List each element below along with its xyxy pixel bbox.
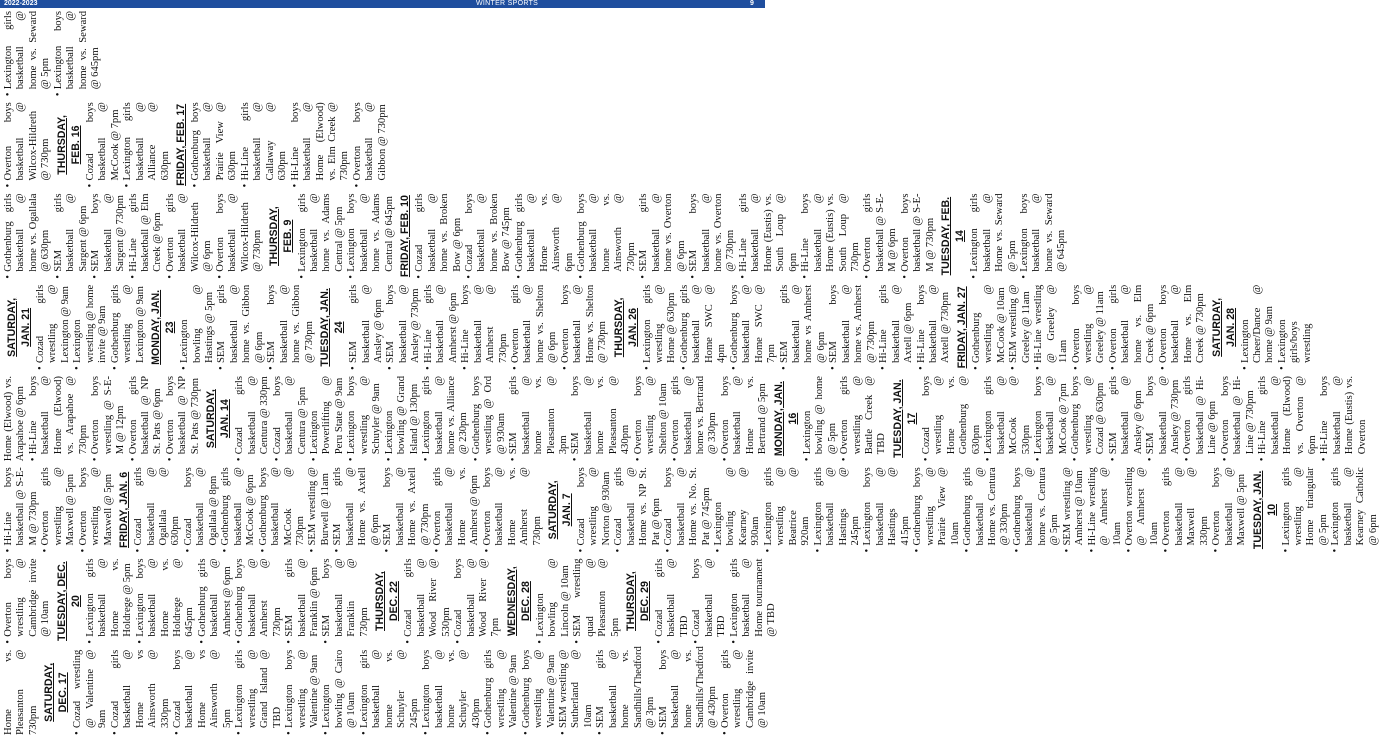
event-item: • Cozad girls basketball @ Centura @ 330pm [234, 376, 271, 461]
event-item: • SEM boys basketball @ home vs. Gibbon @ 730pm [266, 285, 316, 370]
event-item: • Hi-Line girls basketball @ Callaway @ 630pm [240, 102, 290, 187]
event-item: • Overton girls wrestling @ Maxwell @ 5pm [40, 467, 77, 552]
event-item: • SEM boys basketball @ home vs. Amherst @ 730pm [828, 285, 878, 370]
event-item: • Gothenburg boys wrestling @ Valentine @ 9am [521, 650, 558, 735]
event-list [72, 646, 769, 735]
event-list [535, 559, 622, 644]
event-list [234, 376, 769, 461]
event-item: • Overton girls basketball @ home vs. Bertrand @ 330pm [670, 376, 720, 461]
event-list [35, 285, 147, 370]
event-list [576, 467, 1248, 552]
event-list [179, 285, 316, 370]
date-heading: WEDNESDAY, DEC. 28 [505, 566, 532, 636]
event-item: • SEM girls basketball @ Home vs. Axtell @ 6pm [332, 467, 382, 552]
event-item: • Cozad boys basketball @ home vs. Broken Bow @ 745pm [464, 194, 514, 279]
event-item: • Lexington boys wrestling @ Valentine @ 9am [284, 650, 321, 735]
event-item: • Overton girls basketball @ Home vs. Amherst @ 6pm [432, 467, 482, 552]
event-item: • Cozad boys basketball @ Home vs Ainsworth @ 5pm [172, 650, 234, 735]
date-heading: FRIDAY, FEB. 10 [399, 195, 412, 278]
event-item: • Gothenburg girls basketball @ Amherst @ 6pm [197, 559, 234, 644]
event-item: • Hi-Line boys basketball @ Amherst @ 730pm [460, 285, 510, 370]
event-item: • Lexington boys basketball @ home vs. Schuyler @ 430pm [421, 650, 483, 735]
event-list [3, 467, 115, 552]
event-item: • Lexington girls wrestling @ Home triangular @ 5pm [1281, 467, 1331, 552]
event-item: • Lexington boys basketball @ home vs. Adams Central @ 645pm [346, 194, 396, 279]
event-item: • SEM girls basketball @ Ansley @ 6pm [348, 285, 385, 370]
event-item: • SEM boys basketball @ home vs. Sandhills/Thedford @ 430pm [658, 650, 720, 735]
event-item: • Overton boys basketball @ Hi-Line @ 730pm [1220, 376, 1257, 461]
event-item: • Cozad girls basketball @ Wood River @ 530pm [403, 559, 453, 644]
event-item: • Lexington Powerlifting @ Peru State @ 9am [309, 376, 346, 461]
event-list [3, 194, 265, 279]
event-item: • Overton boys basketball @ Maxwell @ 5pm [1211, 467, 1248, 552]
event-item: • Lexington wrestling @ home invite @ 9am [72, 285, 109, 370]
event-item: • Cozad boys basketball @ Wood River @ 7pm [453, 559, 503, 644]
event-item: • Cozad boys wrestling @ Norton @ 930am [576, 467, 613, 552]
event-item: • Lexington girls basketball @ Alliance @ 630pm [122, 102, 172, 187]
event-item: • SEM girls basketball @ home vs. Sandhills/Thedford @ 3pm [595, 650, 657, 735]
event-item: • Overton boys wrestling @ Maxwell @ 5pm [78, 467, 115, 552]
event-item: • Lexington boys basketball @ McCook @ 7pm [1033, 376, 1070, 461]
event-item: • Gothenburg wrestling @ McCook @ 10am [971, 285, 1008, 370]
event-item: • SEM girls basketball @ home vs. Pleasanton @ 3pm [508, 376, 570, 461]
event-item: • SEM boys basketball @ Home vs. Axtell @ 730pm [382, 467, 432, 552]
date-heading: THURSDAY, DEC. 29 [625, 571, 652, 631]
event-item: • Lexington boys basketball @ Home vs. Holdrege @ 645pm [135, 559, 197, 644]
event-item: • SEM wrestling quad @ Pleasanton @ 5pm [572, 559, 622, 644]
event-list [403, 559, 503, 644]
event-item: • Overton girls basketball @ Wilcox-Hildreth @ 6pm [165, 194, 215, 279]
event-list [3, 650, 40, 735]
event-item: • Overton boys wrestling @ Greeley @ 11am [1071, 285, 1108, 370]
event-item: • Overton boys basketball @ Home vs. Shelton @ 730pm [560, 285, 610, 370]
event-item: • Overton boys basketball @ Home vs. Elm Creek @ 730pm [1158, 285, 1208, 370]
event-item: • Hi-Line wrestling @ Amherst @ 10am [1087, 467, 1124, 552]
event-item: • Overton boys basketball @ Wilcox-Hildreth @ 730pm [215, 194, 265, 279]
event-item: • SEM girls basketball @ Sargent @ 6pm [53, 194, 90, 279]
event-list [348, 285, 610, 370]
event-list [921, 376, 1369, 461]
event-item: • Lexington boys wrestling @ Schuyler @ 9am [346, 376, 383, 461]
date-heading: THURSDAY, FEB. 16 [55, 115, 82, 175]
event-item: • Lexington bowling @ home @ 5pm [802, 376, 839, 461]
date-heading: TUESDAY, FEB. 14 [940, 196, 967, 276]
date-heading: SATURDAY, JAN. 21 [6, 297, 32, 357]
event-item: • Gothenburg girls basketball @ home vs. Ogallala @ 630pm [3, 194, 53, 279]
event-list [971, 285, 1208, 370]
event-item: • Lexington bowling @ Hastings @ 5pm [179, 285, 216, 370]
date-heading: SATURDAY, JAN. 14 [205, 389, 232, 449]
event-list [85, 102, 172, 187]
event-item: • Lexington boys basketball @ home vs. Seward @ 645pm [53, 11, 103, 96]
event-item: • Gothenburg boys wrestling @ Cozad @ 630pm [1070, 376, 1107, 461]
event-item: • Overton boys basketball @ Home vs. Amherst @ 730pm [482, 467, 544, 552]
event-item: • Overton girls basketball @ Maxwell @ 330pm [1161, 467, 1211, 552]
event-list [1281, 467, 1380, 552]
event-item: Home (Elwood) vs. Arapahoe @ 6pm [3, 376, 27, 462]
page-number: 9 [750, 0, 754, 7]
event-item: • Overton boys basketball @ NP St. Pats @ 730pm [165, 376, 202, 461]
event-item: • Gothenburg boys basketball @ Prairie View @ 630pm [190, 102, 240, 187]
event-item: • Lexington girls basketball @ McCook @ 530pm [983, 376, 1033, 461]
event-item: • SEM boys basketball @ Ansley @ 730pm [385, 285, 422, 370]
event-item: • SEM boys basketball @ Sargent @ 730pm [90, 194, 127, 279]
event-item: • Lexington girls wrestling @ Home @ 630pm [642, 285, 679, 370]
event-item: • Lexington girls basketball @ Home vs. Holdrege @ 5pm [85, 559, 135, 644]
event-list [297, 194, 397, 279]
event-item: • Cozad boys basketball @ Ogallala @ 8pm [183, 467, 220, 552]
event-item: • Lexington girls wrestling @ Beatrice @ 920am [763, 467, 813, 552]
event-item: • Hi-Line girls basketball @ Home (Eustis) vs. South Loup @ 6pm [738, 194, 800, 279]
date-heading: SATURDAY, JAN. 28 [1210, 297, 1237, 357]
event-item: • Lexington girls/boys wrestling [1277, 285, 1314, 370]
event-item: • Gothenburg girls basketball @ Home SWC @ 4pm [679, 285, 729, 370]
event-item: • Overton boys basketball @ Home vs. Bertrand @ 5pm [720, 376, 770, 461]
event-item: • Overton girls wrestling @ Cambridge invite @ 10am [720, 650, 770, 735]
event-item: • Lexington girls basketball @ home vs. Adams Central @ 5pm [297, 194, 347, 279]
event-item: • Lexington girls basketball @ Home tournament @ TBD [729, 559, 779, 644]
event-item: • Lexington girls basketball @ home vs. Schuyler @ 245pm [359, 650, 421, 735]
date-heading: TUESDAY, JAN. 24 [319, 288, 346, 367]
event-item: • Hi-Line boys basketball @ Home (Eustis) vs. Overton [1319, 376, 1369, 461]
event-item: • Overton boys basketball @ Wilcox-Hildreth @ 730pm [3, 102, 53, 187]
event-item: • SEM girls basketball @ home vs. Gibbon @ 6pm [216, 285, 266, 370]
event-item: • Cozad boys basketball @ McCook @ 7pm [85, 102, 122, 187]
event-item: • Overton wrestling @ Amherst @ 10am [1124, 467, 1161, 552]
event-item: • Overton girls basketball @ S-E-M @ 6pm [862, 194, 899, 279]
event-list [1240, 285, 1315, 370]
event-item: • Cozad boys basketball @ Home vs. No. St. Pat @ 745pm [663, 467, 713, 552]
event-item: • Lexington bowling @ Cairo @ 10am [321, 650, 358, 735]
date-heading: MONDAY, JAN. 23 [150, 289, 177, 365]
event-item: • Lexington boys basketball @ home vs. Seward @ 645pm [1019, 194, 1069, 279]
event-item: • Hi-Line wrestling @ Greeley @ 11am [1033, 285, 1070, 370]
date-heading: TUESDAY, JAN. 10 [1251, 470, 1278, 550]
date-heading: THURSDAY, DEC. 22 [374, 571, 401, 631]
date-heading: FRIDAY, JAN. 27 [955, 286, 968, 369]
event-item: • Overton boys wrestling @ Shelton @ 10am [633, 376, 670, 461]
event-item: • SEM boys basketball @ Ansley @ 730pm [1145, 376, 1182, 461]
event-item: • Gothenburg girls basketball @ McCook @ 6pm [220, 467, 257, 552]
event-item: • Cozad boys wrestling @ Home vs. Gothenburg @ 630pm [921, 376, 983, 461]
event-list [133, 467, 544, 552]
event-item: • SEM girls basketball @ Franklin @ 6pm [284, 559, 321, 644]
event-item: • Gothenburg girls wrestling @ Lexington @ 9am [110, 285, 147, 370]
event-item: • Lexington bowling @ Grand Island @ 130pm [384, 376, 421, 461]
event-item: • Cozad boys basketball @ TBD [691, 559, 728, 644]
schedule-column [0, 464, 1379, 555]
event-item: • Gothenburg boys basketball @ Amherst @ 730pm [234, 559, 284, 644]
event-item: • Lexington Cheer/Dance @ home @ 9am [1240, 285, 1277, 370]
date-heading: TUESDAY, JAN. 17 [891, 379, 918, 458]
schedule-column [0, 373, 1368, 464]
event-list [3, 102, 53, 187]
event-item: • Overton girls wrestling @ Battle Creek @ TBD [839, 376, 889, 461]
event-item: • Overton girls basketball @ NP St. Pats @ 6pm [128, 376, 165, 461]
date-heading: SATURDAY, DEC. 17 [43, 662, 70, 722]
event-list [85, 559, 371, 644]
event-item: • Cozad girls wrestling @ Lexington @ 9am [35, 285, 72, 370]
date-heading: MONDAY, JAN. 16 [772, 381, 799, 457]
event-item: • Gothenburg boys basketball @ Home SWC @ 7pm [729, 285, 779, 370]
event-item: • Overton boys wrestling @ Cambridge invite @ 10am [3, 559, 53, 644]
date-heading: FRIDAY, JAN. 6 [118, 471, 131, 548]
page-header-bar [0, 0, 765, 8]
event-item: • Hi-Line boys basketball @ S-E-M @ 730pm [3, 467, 40, 552]
event-list [654, 559, 779, 644]
event-item: • SEM girls basketball @ Ansley @ 6pm [1108, 376, 1145, 461]
event-item: • Lexington bowling @ Lincoln @ 10am [535, 559, 572, 644]
event-list [969, 194, 1069, 279]
event-item: • Hi-Line girls basketball @ Axtell @ 6pm [878, 285, 915, 370]
date-heading: FRIDAY, FEB. 17 [174, 103, 187, 186]
event-list [642, 285, 953, 370]
schedule-column [0, 556, 778, 647]
event-item: • Hi-Line boys basketball @ Home (Elwood) vs. Arapahoe @ 730pm [28, 376, 90, 461]
schedule-column [0, 191, 1068, 282]
event-item: • Lexington girls wrestling @ Grand Island @ TBD [234, 650, 284, 735]
event-item: Home vs. Pleasanton @ 730pm [3, 649, 39, 735]
schedule-column [0, 8, 765, 99]
event-item: • Overton girls basketball @ home vs. Elm Creek @ 6pm [1108, 285, 1158, 370]
event-list [414, 194, 937, 279]
schedule-columns [0, 8, 1379, 738]
event-item: • Lexington girls basketball @ Hastings @ 245pm [813, 467, 863, 552]
event-item: • Lexington girls basketball @ home vs. Alliance @ 230pm [421, 376, 471, 461]
date-heading: THURSDAY, JAN. 26 [612, 297, 639, 358]
event-item: • SEM wrestling @ Amherst @ 10am [1062, 467, 1087, 552]
event-list [3, 376, 202, 461]
event-item: • Hi-Line boys basketball @ Axtell @ 730pm [916, 285, 953, 370]
event-item: • Cozad girls basketball @ Home vs Ainsworth @ 330pm [110, 650, 172, 735]
event-list [3, 11, 103, 96]
event-item: • Lexington bowling @ Kearney @ 930am [713, 467, 763, 552]
event-item: • Hi-Line girls basketball @ Elm Creek @ 6pm [128, 194, 165, 279]
event-list [802, 376, 889, 461]
event-item: • Lexington boys basketball @ Hastings @ 415pm [862, 467, 912, 552]
event-item: • SEM wrestling @ Sutherland @ 10am [558, 650, 595, 735]
event-item: • Gothenburg boys wrestling @ Prairie View @ 10am [912, 467, 962, 552]
schedule-column [0, 99, 765, 190]
section-label: WINTER SPORTS [476, 0, 539, 7]
event-item: • Gothenburg boys basketball @ home vs. Ainsworth @ 730pm [576, 194, 638, 279]
event-item: • Gothenburg boys wrestling @ Ord @ 930am [471, 376, 508, 461]
event-item: • Gothenburg girls wrestling @ Valentine @ 9am [483, 650, 520, 735]
event-item: • Cozad boys basketball @ Centura @ 5pm [272, 376, 309, 461]
schedule-column [0, 282, 1313, 373]
event-item: • Hi-Line girls basketball @ Home (Elwood) vs. Overton @ 6pm [1257, 376, 1319, 461]
event-item: • SEM boys basketball @ Franklin @ 730pm [321, 559, 371, 644]
event-item: • Cozad wrestling @ Valentine @ 9am [72, 650, 109, 735]
event-item: • Lexington girls basketball @ Home vs. Seward @ 5pm [969, 194, 1019, 279]
event-item: • Cozad girls basketball @ Ogallala @ 630pm [133, 467, 183, 552]
event-item: • SEM girls basketball @ home vs. Overton @ 6pm [638, 194, 688, 279]
event-item: • Cozad girls basketball @ TBD [654, 559, 691, 644]
event-item: • SEM boys basketball @ home vs. Pleasanton @ 430pm [570, 376, 632, 461]
date-heading: THURSDAY, FEB. 9 [267, 206, 294, 266]
event-item: • Lexington girls basketball @ home vs. Seward @ 5pm [3, 11, 53, 96]
event-item: • Overton girls basketball @ home vs. Shelton @ 6pm [510, 285, 560, 370]
event-list [3, 559, 53, 644]
event-item: • SEM boys basketball @ home vs. Overton @ 730pm [688, 194, 738, 279]
event-item: • SEM wrestling @ Greeley @ 11am [1008, 285, 1033, 370]
event-item: • Overton girls basketball @ Hi-Line @ 6pm [1182, 376, 1219, 461]
event-item: • Gothenburg girls basketball @ Home vs. Centura @ 330pm [962, 467, 1012, 552]
rotated-schedule [0, 8, 1379, 738]
event-item: • Overton boys basketball @ S-E-M @ 730pm [900, 194, 937, 279]
event-item: • Gothenburg boys basketball @ home vs. Centura @ 5pm [1012, 467, 1062, 552]
date-heading: SATURDAY, JAN. 7 [547, 480, 574, 540]
event-item: • Gothenburg girls basketball @ Home vs. Ainsworth @ 6pm [514, 194, 576, 279]
event-item: • Hi-Line girls basketball @ Amherst @ 6pm [423, 285, 460, 370]
schedule-column [0, 646, 769, 738]
event-item: • Lexington girls basketball @ Kearney Catholic @ 6pm [1330, 467, 1380, 552]
event-item: • Hi-Line boys basketball @ Home (Eustis) vs. South Loup @ 730pm [800, 194, 862, 279]
event-item: • Hi-Line boys basketball @ Home (Elwood) vs. Elm Creek @ 730pm [290, 102, 352, 187]
event-item: • Overton boys basketball @ Gibbon @ 730pm [352, 102, 389, 187]
event-item: • SEM girls basketball @ home vs Amherst @ 6pm [779, 285, 829, 370]
event-item: • SEM wrestling @ Burwell @ 11am [307, 467, 332, 552]
event-item: • Overton boys wrestling @ S-E-M @ 12pm [90, 376, 127, 461]
event-item: • Cozad girls basketball @ home vs. Broken Bow @ 6pm [414, 194, 464, 279]
season-label: 2022-2023 [4, 0, 38, 7]
event-item: • Gothenburg boys basketball @ McCook @ 730pm [258, 467, 308, 552]
date-heading: TUESDAY, DEC. 20 [55, 561, 82, 641]
event-item: • Cozad girls basketball @ Home vs. NP St. Pat @ 6pm [613, 467, 663, 552]
event-list [190, 102, 389, 187]
